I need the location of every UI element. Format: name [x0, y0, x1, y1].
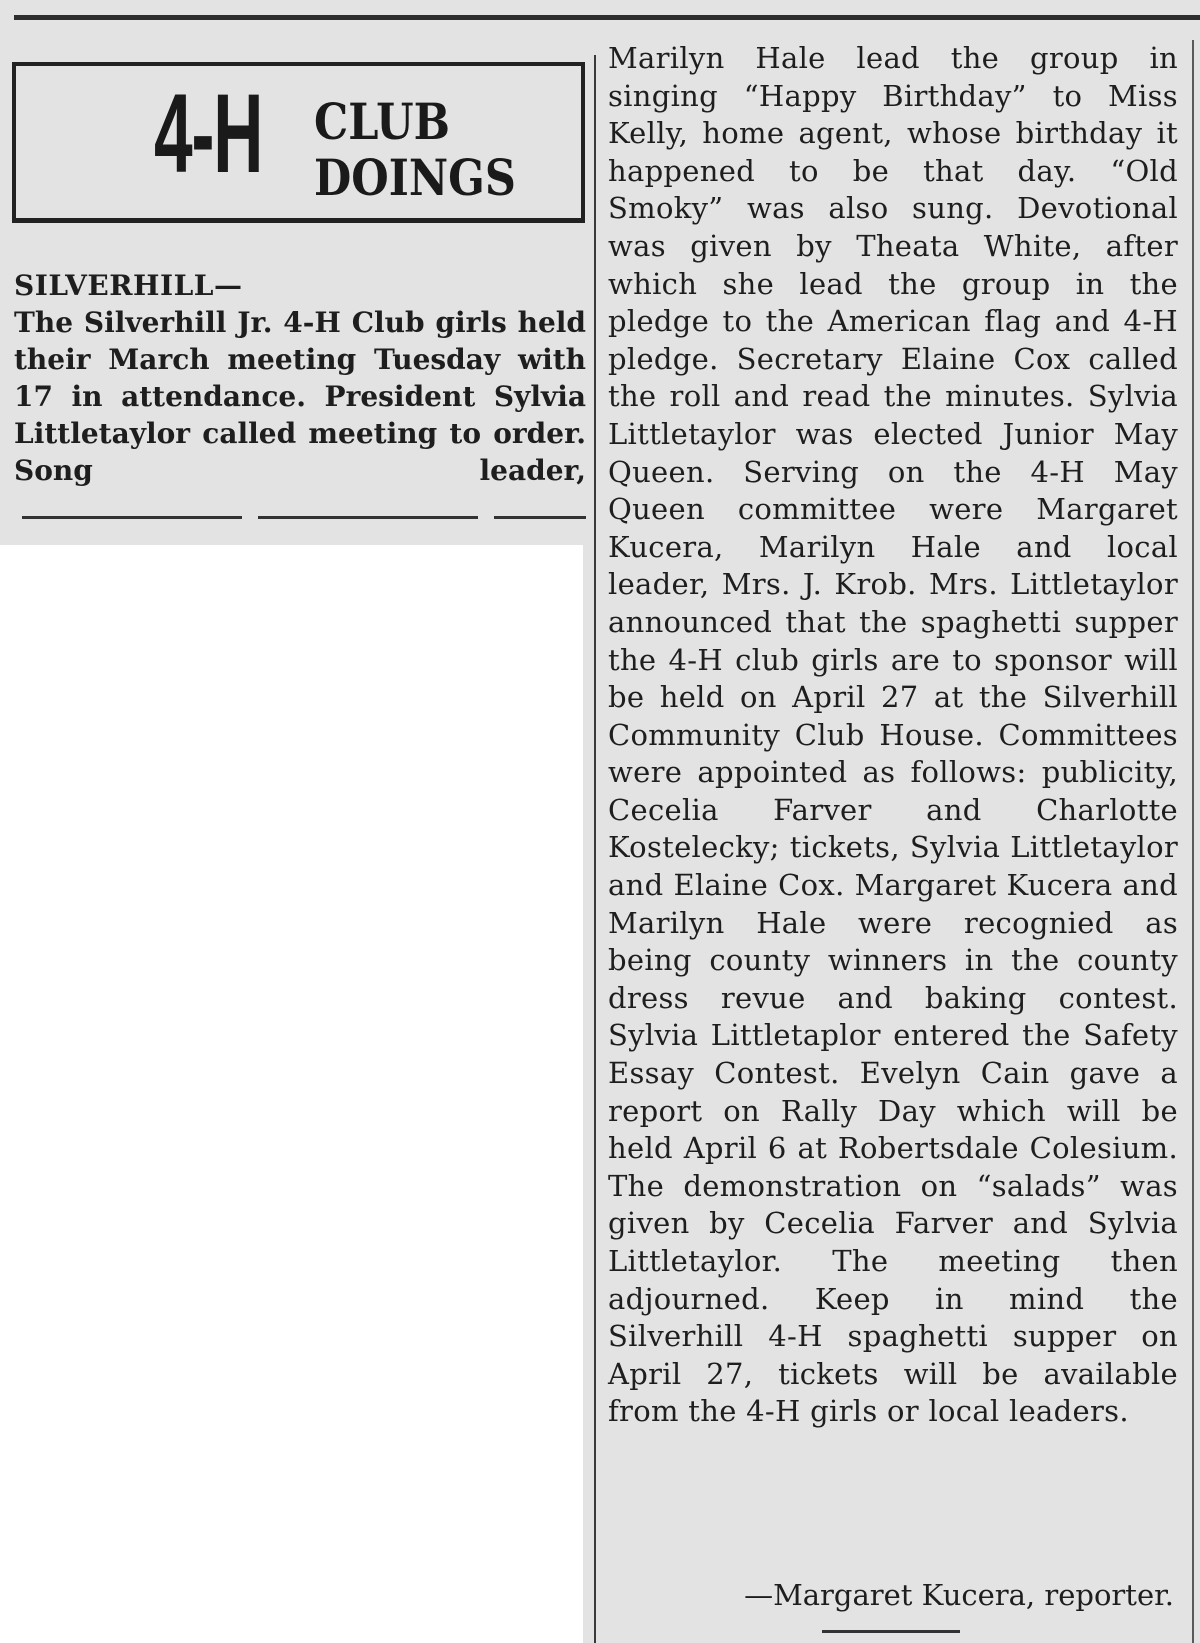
reporter-signoff: —Margaret Kucera, reporter. [744, 1578, 1174, 1612]
dateline: SILVERHILL— [14, 269, 243, 302]
masthead-club: CLUB [314, 92, 450, 151]
column-divider [594, 55, 596, 1643]
right-column-edge [1192, 40, 1194, 1643]
right-column [608, 40, 1178, 1431]
column-masthead [12, 62, 585, 223]
top-rule [14, 15, 1200, 20]
masthead-doings: DOINGS [314, 148, 516, 207]
article-body: Marilyn Hale lead the group in singing “Happy Birthday” to Miss Kelly, home agent, whose birthday it happened to be that day. “Old Smoky” was also sung. Devotional was given by Theata White, after which she lead the group in the pledge to the American flag and 4-H pledge. Secretary Elaine Cox called the roll and read the minutes. Sylvia Littletaylor was elected Junior May Queen. Serving on the 4-H May Queen committee were Margaret Kucera, Marilyn Hale and local leader, Mrs. J. Krob. Mrs. Littletaylor announced that the spaghetti supper the 4-H club girls are to sponsor will be held on April 27 at the Silverhill Community Club House. Committees were appointed as follows: publicity, Cecelia Farver and Charlotte Kostelecky; tickets, Sylvia Littletaylor and Elaine Cox. Margaret Kucera and Marilyn Hale were recognied as being county winners in the county dress revue and baking contest. Sylvia Littletaplor entered the Safety Essay Contest. Evelyn Cain gave a report on Rally Day which will be held April 6 at Robertsdale Colesium. The demonstration on “salads” was given by Cecelia Farver and Sylvia Littletaylor. The meeting then adjourned. Keep in mind the Silverhill 4-H spaghetti supper on April 27, tickets will be available from the 4-H girls or local leaders. [608, 41, 1178, 1429]
end-rule [822, 1630, 960, 1633]
masthead-4h: 4-H [154, 71, 263, 196]
masthead-words [314, 94, 516, 206]
article-lead: The Silverhill Jr. 4-H Club girls held their March meeting Tuesday with 17 in attendance. President Sylvia Littletaylor called meeting to order. Song leader, [14, 306, 586, 487]
left-column [14, 268, 586, 489]
cutoff-rule [22, 516, 586, 519]
